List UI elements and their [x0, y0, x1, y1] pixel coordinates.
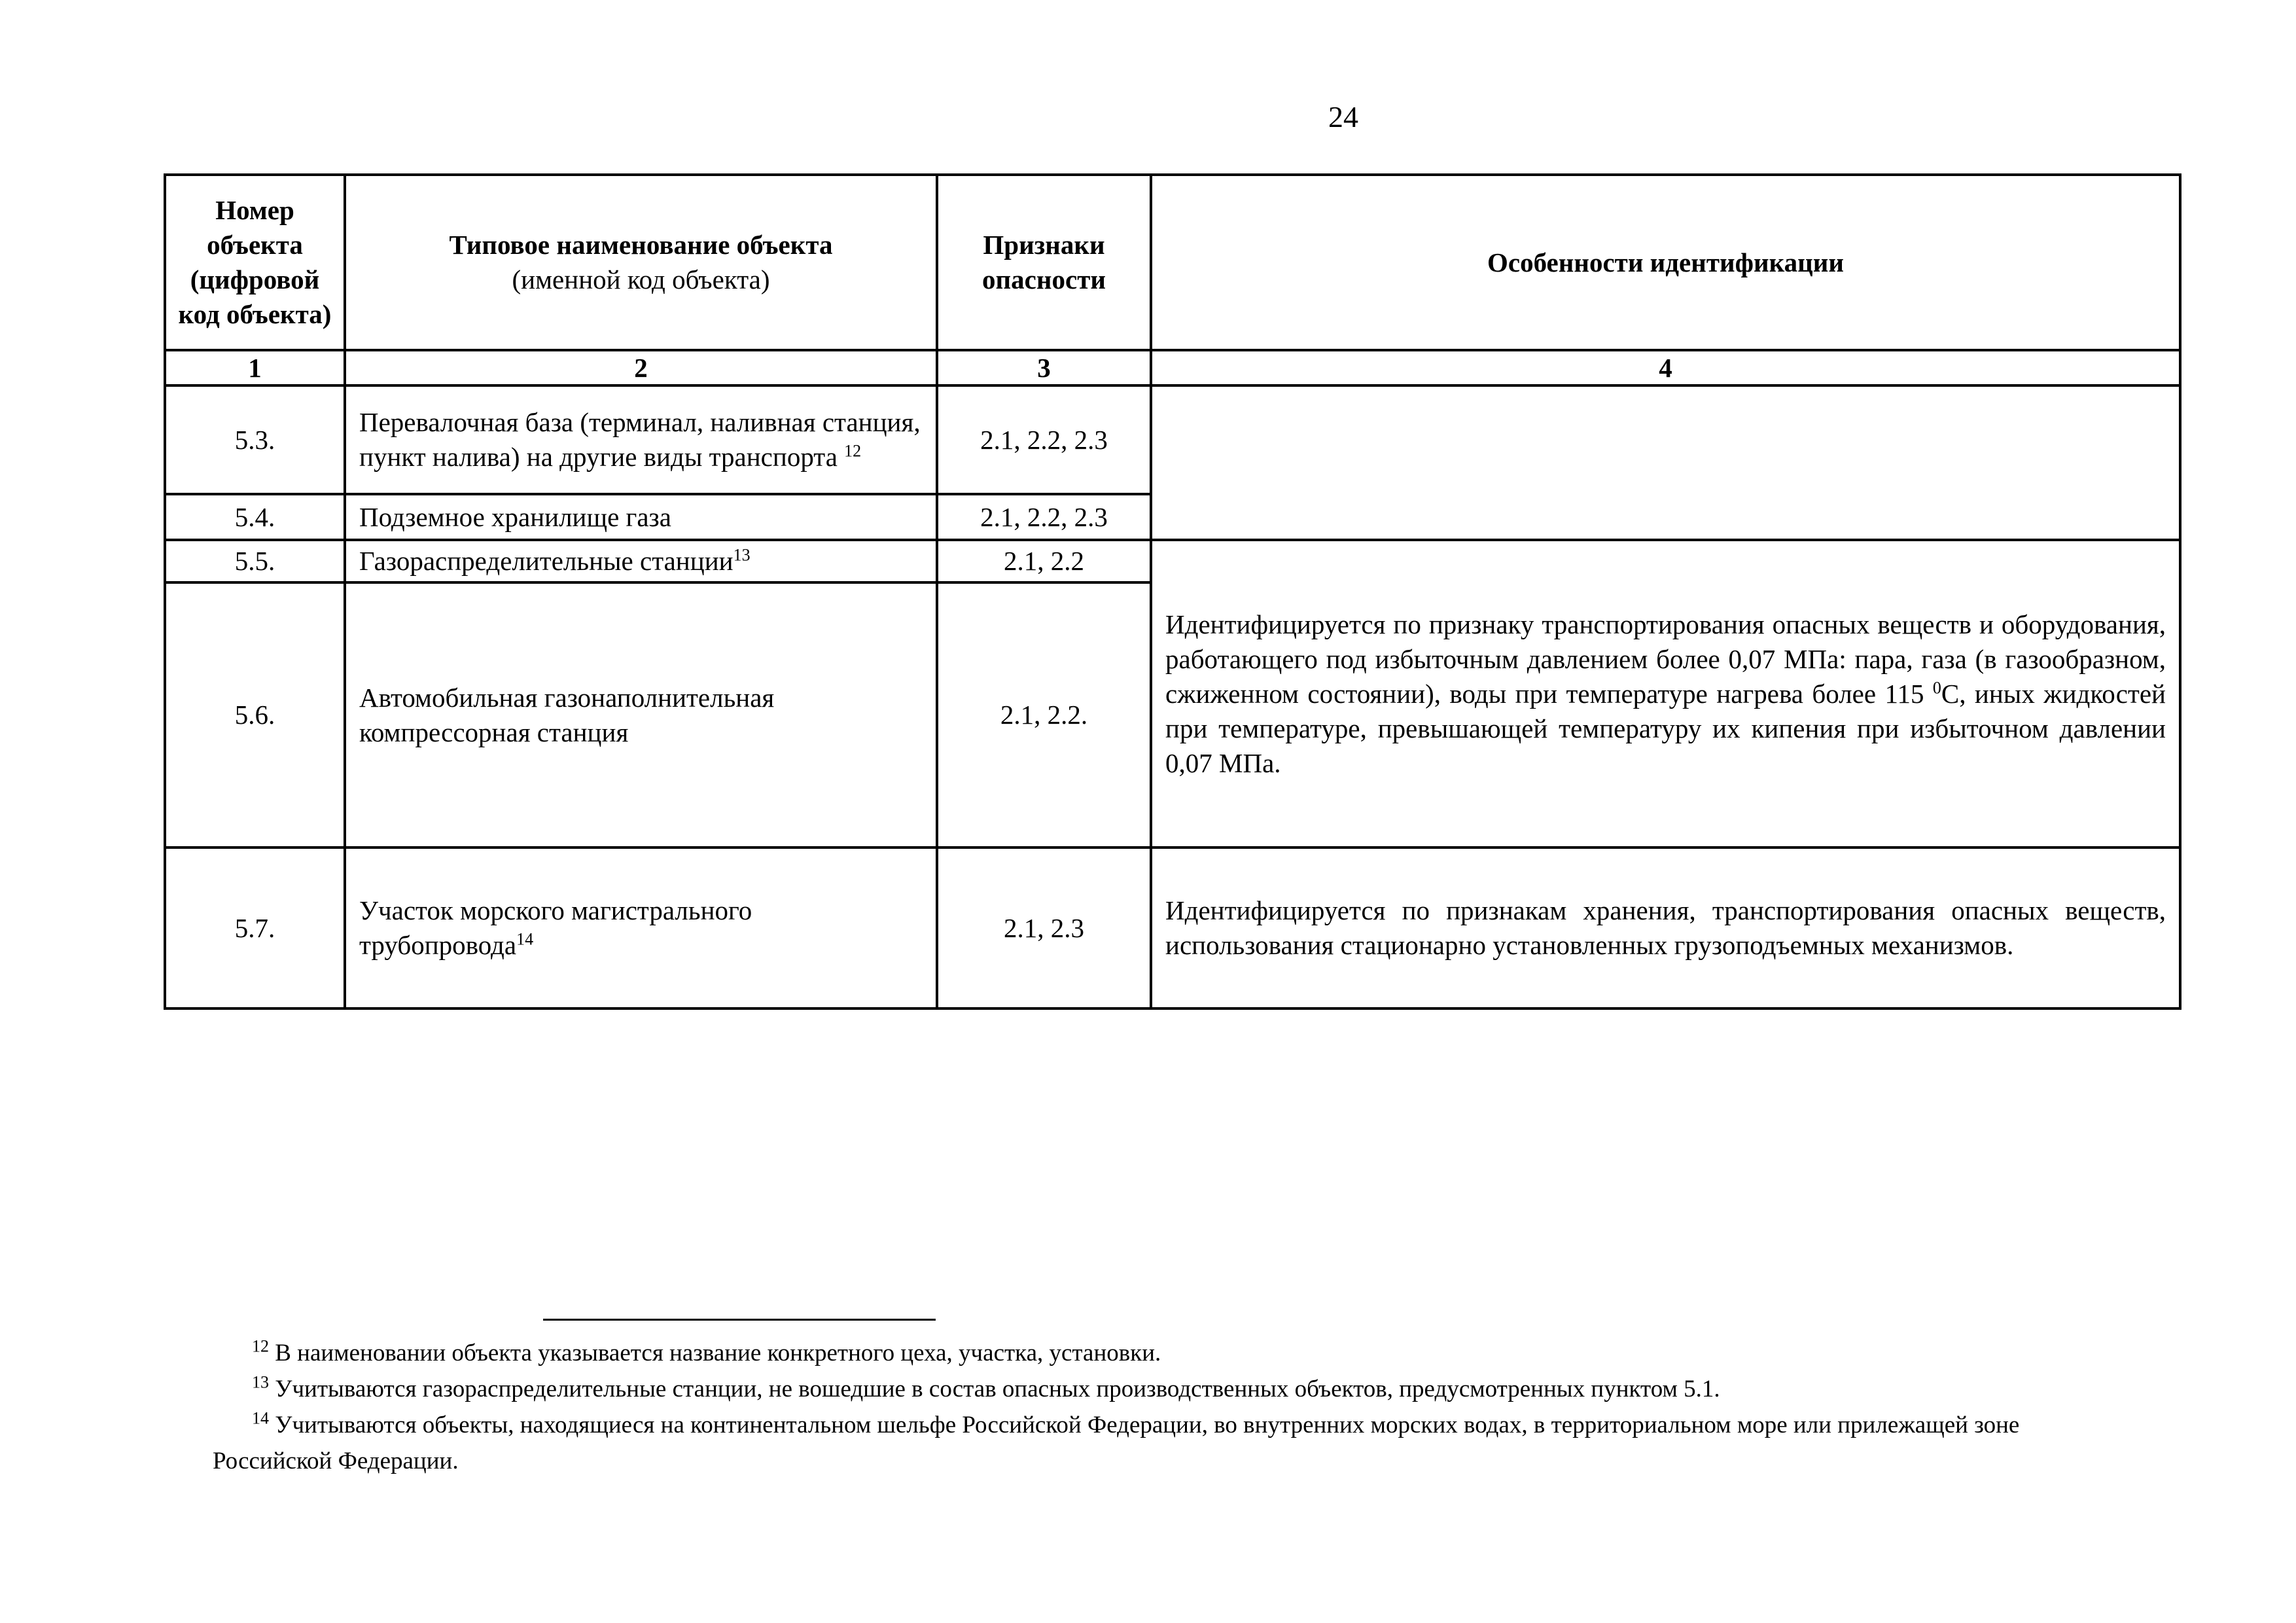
footnote-ref-13: 13 [733, 545, 751, 565]
footnote-text: В наименовании объекта указывается название конкретного цеха, участка, установки. [275, 1340, 1161, 1366]
footnote-14 [213, 1407, 2077, 1479]
footnote-text: Учитываются газораспределительные станции, не вошедшие в состав опасных производственных объектов, предусмотренных пунктом 5.1. [275, 1376, 1720, 1402]
hazard-signs: 2.1, 2.3 [937, 847, 1151, 1008]
object-number: 5.3. [165, 385, 345, 494]
page-number: 24 [1328, 100, 1358, 134]
hazard-objects-table [164, 173, 2181, 1010]
header-identification-features: Особенности идентификации [1151, 175, 2180, 350]
header-hazard-signs: Признаки опасности [937, 175, 1151, 350]
object-name: Автомобильная газонаполнительная компрессорная станция [345, 582, 937, 847]
hazard-signs: 2.1, 2.2, 2.3 [937, 494, 1151, 540]
header-object-name-main: Типовое наименование объекта [449, 230, 833, 260]
table-header-row [165, 175, 2180, 350]
footnote-ref-12: 12 [844, 441, 862, 461]
column-number-1: 1 [165, 350, 345, 385]
footnote-mark: 14 [252, 1408, 269, 1428]
footnote-12 [213, 1335, 2077, 1371]
object-name-text: Участок морского магистрального трубопровода [359, 895, 752, 960]
header-object-name [345, 175, 937, 350]
object-number: 5.7. [165, 847, 345, 1008]
object-number: 5.5. [165, 540, 345, 582]
header-object-number: Номер объекта (цифровой код объекта) [165, 175, 345, 350]
object-name-text: Перевалочная база (терминал, наливная станция, пункт налива) на другие виды транспорта [359, 407, 921, 472]
identification-features [1151, 540, 2180, 847]
footnote-mark: 12 [252, 1336, 269, 1356]
footnotes [213, 1335, 2077, 1479]
table-row [165, 385, 2180, 494]
object-name-text: Газораспределительные станции [359, 546, 733, 576]
footnote-text: Учитываются объекты, находящиеся на континентальном шельфе Российской Федерации, во внутренних морских водах, в территориальном море или прилежащей зоне Российской Федерации. [213, 1412, 2020, 1474]
identification-features: Идентифицируется по признакам хранения, транспортирования опасных веществ, использования стационарно установленных грузоподъемных механизмов. [1151, 847, 2180, 1008]
footnote-ref-14: 14 [516, 929, 534, 949]
identification-text-part1: Идентифицируется по признаку транспортирования опасных веществ и оборудования, работающего под избыточным давлением более 0,07 МПа: пара, газа (в газообразном, сжиженном состоянии), воды при температуре нагрева более 115 [1165, 609, 2166, 709]
footnote-13 [213, 1371, 2077, 1407]
table-row [165, 847, 2180, 1008]
column-number-3: 3 [937, 350, 1151, 385]
degree-mark: 0 [1932, 677, 1941, 697]
header-object-name-code: (именной код объекта) [512, 264, 770, 294]
object-name [345, 385, 937, 494]
object-number: 5.6. [165, 582, 345, 847]
footnote-mark: 13 [252, 1372, 269, 1392]
object-name: Подземное хранилище газа [345, 494, 937, 540]
identification-text-part2: С, иных жидкостей при температуре, превышающей температуру их кипения при избыточном давлении 0,07 МПа. [1165, 678, 2166, 778]
hazard-signs: 2.1, 2.2, 2.3 [937, 385, 1151, 494]
table-row [165, 540, 2180, 582]
hazard-signs: 2.1, 2.2. [937, 582, 1151, 847]
object-name [345, 847, 937, 1008]
column-number-row [165, 350, 2180, 385]
column-number-2: 2 [345, 350, 937, 385]
footnote-separator [543, 1319, 936, 1321]
hazard-signs: 2.1, 2.2 [937, 540, 1151, 582]
column-number-4: 4 [1151, 350, 2180, 385]
identification-features-empty [1151, 385, 2180, 540]
object-name [345, 540, 937, 582]
object-number: 5.4. [165, 494, 345, 540]
